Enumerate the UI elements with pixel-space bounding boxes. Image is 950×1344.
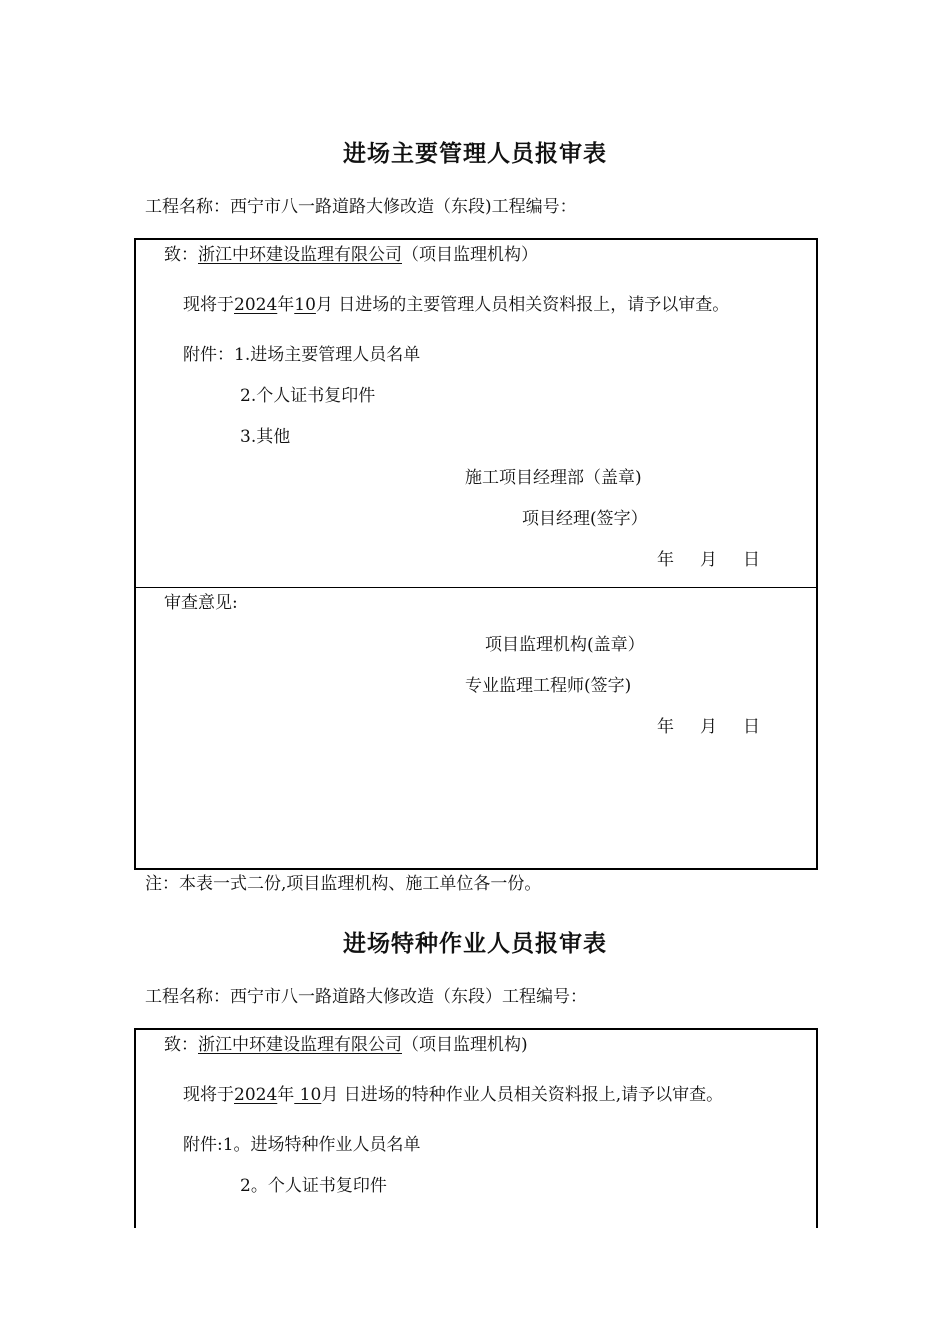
date-line: [657, 549, 760, 571]
review-opinion-label: 审查意见:: [164, 593, 238, 613]
date-month: 月: [700, 550, 717, 570]
recipient-prefix: 致：: [164, 1035, 198, 1055]
year-value: 2024: [234, 1085, 278, 1105]
recipient-suffix: （项目监理机构): [402, 1035, 528, 1055]
body-suffix: 日进场的特种作业人员相关资料报上,请予以审查。: [338, 1085, 724, 1105]
attachment-item: 2。个人证书复印件: [240, 1176, 387, 1196]
month-value: 10: [294, 295, 316, 315]
year-unit: 年: [277, 295, 295, 315]
attachment-item: 3.其他: [240, 427, 291, 447]
date-day: 日: [743, 717, 760, 737]
form1-project-line: 工程名称：西宁市八一路道路大修改造（东段)工程编号：: [145, 197, 577, 217]
body-prefix: 现将于: [183, 295, 234, 315]
form2-title: 进场特种作业人员报审表: [343, 931, 607, 957]
contractor-seal-label: 施工项目经理部（盖章): [465, 468, 642, 488]
form1-divider: [135, 587, 817, 588]
attachment-item: 1.进场主要管理人员名单: [234, 345, 421, 365]
recipient-org: 浙江中环建设监理有限公司: [198, 245, 402, 265]
body-suffix: 日进场的主要管理人员相关资料报上，请予以审查。: [332, 295, 730, 315]
engineer-sign-label: 专业监理工程师(签字): [465, 676, 632, 696]
date-line: [657, 716, 760, 738]
project-manager-sign-label: 项目经理(签字）: [522, 509, 648, 529]
recipient-suffix: （项目监理机构）: [402, 245, 538, 265]
attachments-label: 附件：: [183, 345, 234, 365]
form1-body-text: [183, 294, 729, 316]
date-year: 年: [657, 717, 674, 737]
form2-body-text: [183, 1084, 723, 1106]
form1-recipient: [164, 244, 538, 266]
recipient-prefix: 致：: [164, 245, 198, 265]
month-unit: 月: [321, 1085, 339, 1105]
recipient-org: 浙江中环建设监理有限公司: [198, 1035, 402, 1055]
attachments-label: 附件:: [183, 1135, 223, 1155]
attachment-item: 1。进场特种作业人员名单: [222, 1135, 421, 1155]
supervision-seal-label: 项目监理机构(盖章）: [485, 635, 645, 655]
form1-title: 进场主要管理人员报审表: [343, 141, 607, 167]
form2-attachments-line: [183, 1134, 421, 1156]
form2-table: [134, 1028, 818, 1228]
year-value: 2024: [234, 295, 278, 315]
year-unit: 年: [277, 1085, 295, 1105]
attachment-item: 2.个人证书复印件: [240, 386, 376, 406]
date-month: 月: [700, 717, 717, 737]
month-value: 10: [294, 1085, 322, 1105]
month-unit: 月: [315, 295, 333, 315]
date-day: 日: [743, 550, 760, 570]
form2-recipient: [164, 1034, 528, 1056]
form2-project-line: 工程名称：西宁市八一路道路大修改造（东段）工程编号：: [145, 987, 587, 1007]
form1-note: 注：本表一式二份,项目监理机构、施工单位各一份。: [145, 874, 542, 894]
form1-attachments-line: [183, 344, 420, 366]
body-prefix: 现将于: [183, 1085, 234, 1105]
date-year: 年: [657, 550, 674, 570]
